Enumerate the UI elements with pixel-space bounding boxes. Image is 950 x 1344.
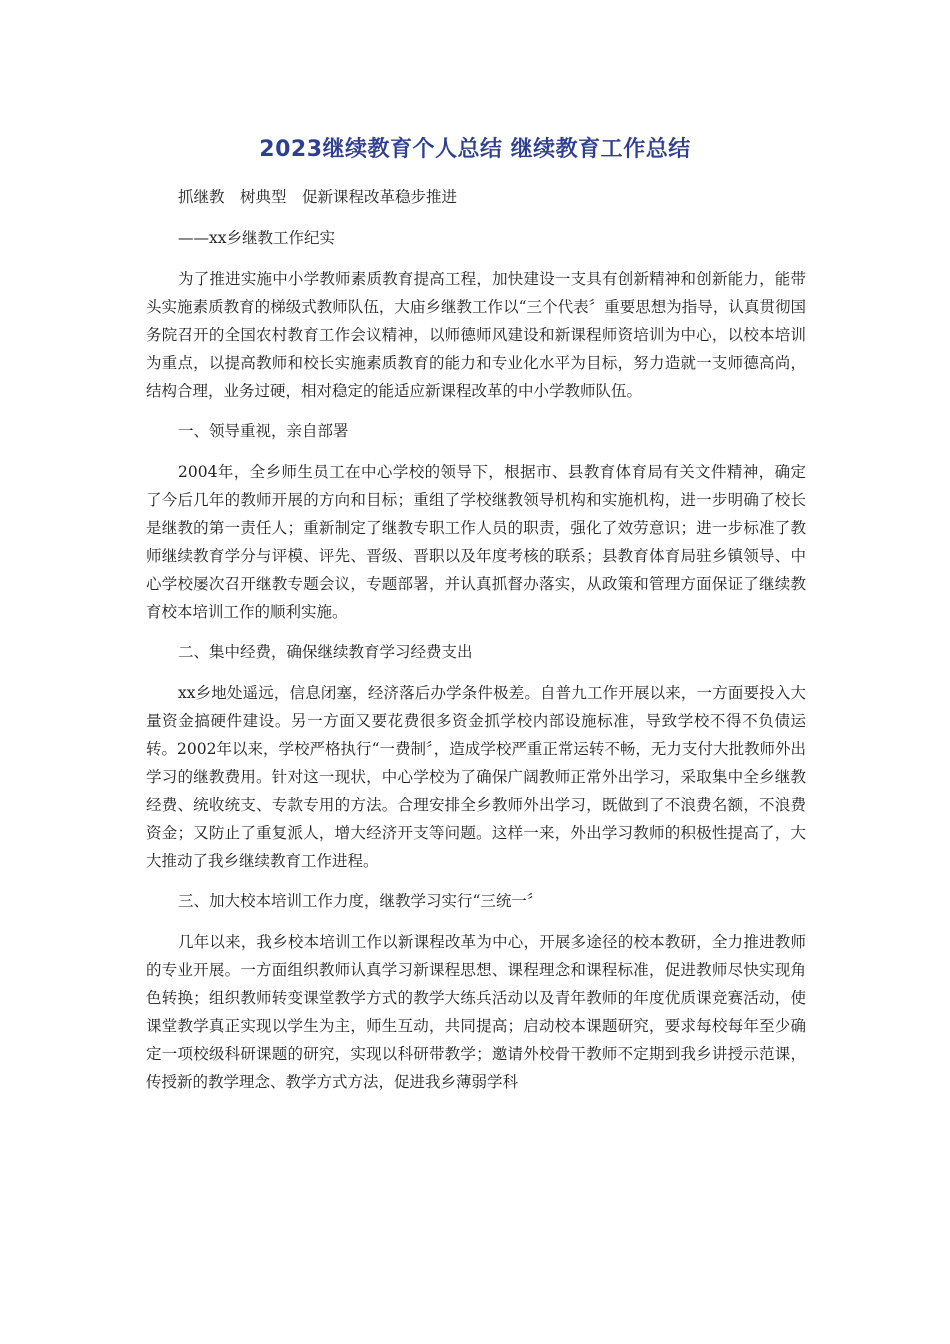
section-heading-2: 二、集中经费，确保继续教育学习经费支出 bbox=[178, 643, 473, 661]
section-heading-3: 三、加大校本培训工作力度，继教学习实行“三统一〞 bbox=[178, 892, 543, 910]
subtitle-line: 抓继教 树典型 促新课程改革稳步推进 bbox=[178, 188, 458, 206]
document-body bbox=[146, 183, 806, 1108]
section-paragraph-3: 几年以来，我乡校本培训工作以新课程改革为中心，开展多途径的校本教研，全力推进教师的专业开展。一方面组织教师认真学习新课程思想、课程理念和课程标准，促进教师尽快实现角色转换；组织教师转变课堂教学方式的教学大练兵活动以及青年教师的年度优质课竞赛活动，使课堂教学真正实现以学生为主，师生互动，共同提高；启动校本课题研究，要求每校每年至少确定一项校级科研课题的研究，实现以科研带教学；邀请外校骨干教师不定期到我乡讲授示范课，传授新的教学理念、教学方式方法，促进我乡薄弱学科 bbox=[146, 933, 806, 1091]
section-heading-1: 一、领导重视，亲自部署 bbox=[178, 422, 349, 440]
intro-paragraph: 为了推进实施中小学教师素质教育提高工程，加快建设一支具有创新精神和创新能力，能带头实施素质教育的梯级式教师队伍，大庙乡继教工作以“三个代表〞重要思想为指导，认真贯彻国务院召开的全国农村教育工作会议精神，以师德师风建设和新课程师资培训为中心，以校本培训为重点，以提高教师和校长实施素质教育的能力和专业化水平为目标，努力造就一支师德高尚，结构合理，业务过硬，相对稳定的能适应新课程改革的中小学教师队伍。 bbox=[146, 270, 806, 400]
byline: ——xx乡继教工作纪实 bbox=[178, 229, 335, 247]
section-paragraph-2: xx乡地处遥远，信息闭塞，经济落后办学条件极差。自普九工作开展以来，一方面要投入大量资金搞硬件建设。另一方面又要花费很多资金抓学校内部设施标准，导致学校不得不负债运转。2002年以来，学校严格执行“一费制〞，造成学校严重正常运转不畅，无力支付大批教师外出学习的继教费用。针对这一现状，中心学校为了确保广阔教师正常外出学习，采取集中全乡继教经费、统收统支、专款专用的方法。合理安排全乡教师外出学习，既做到了不浪费名额，不浪费资金；又防止了重复派人，增大经济开支等问题。这样一来，外出学习教师的积极性提高了，大大推动了我乡继续教育工作进程。 bbox=[146, 684, 806, 870]
section-paragraph-1: 2004年，全乡师生员工在中心学校的领导下，根据市、县教育体育局有关文件精神，确定了今后几年的教师开展的方向和目标；重组了学校继教领导机构和实施机构，进一步明确了校长是继教的第一责任人；重新制定了继教专职工作人员的职责，强化了效劳意识；进一步标准了教师继续教育学分与评模、评先、晋级、晋职以及年度考核的联系；县教育体育局驻乡镇领导、中心学校屡次召开继教专题会议，专题部署，并认真抓督办落实，从政策和管理方面保证了继续教育校本培训工作的顺利实施。 bbox=[146, 463, 806, 621]
document-title: 2023继续教育个人总结 继续教育工作总结 bbox=[259, 137, 691, 162]
